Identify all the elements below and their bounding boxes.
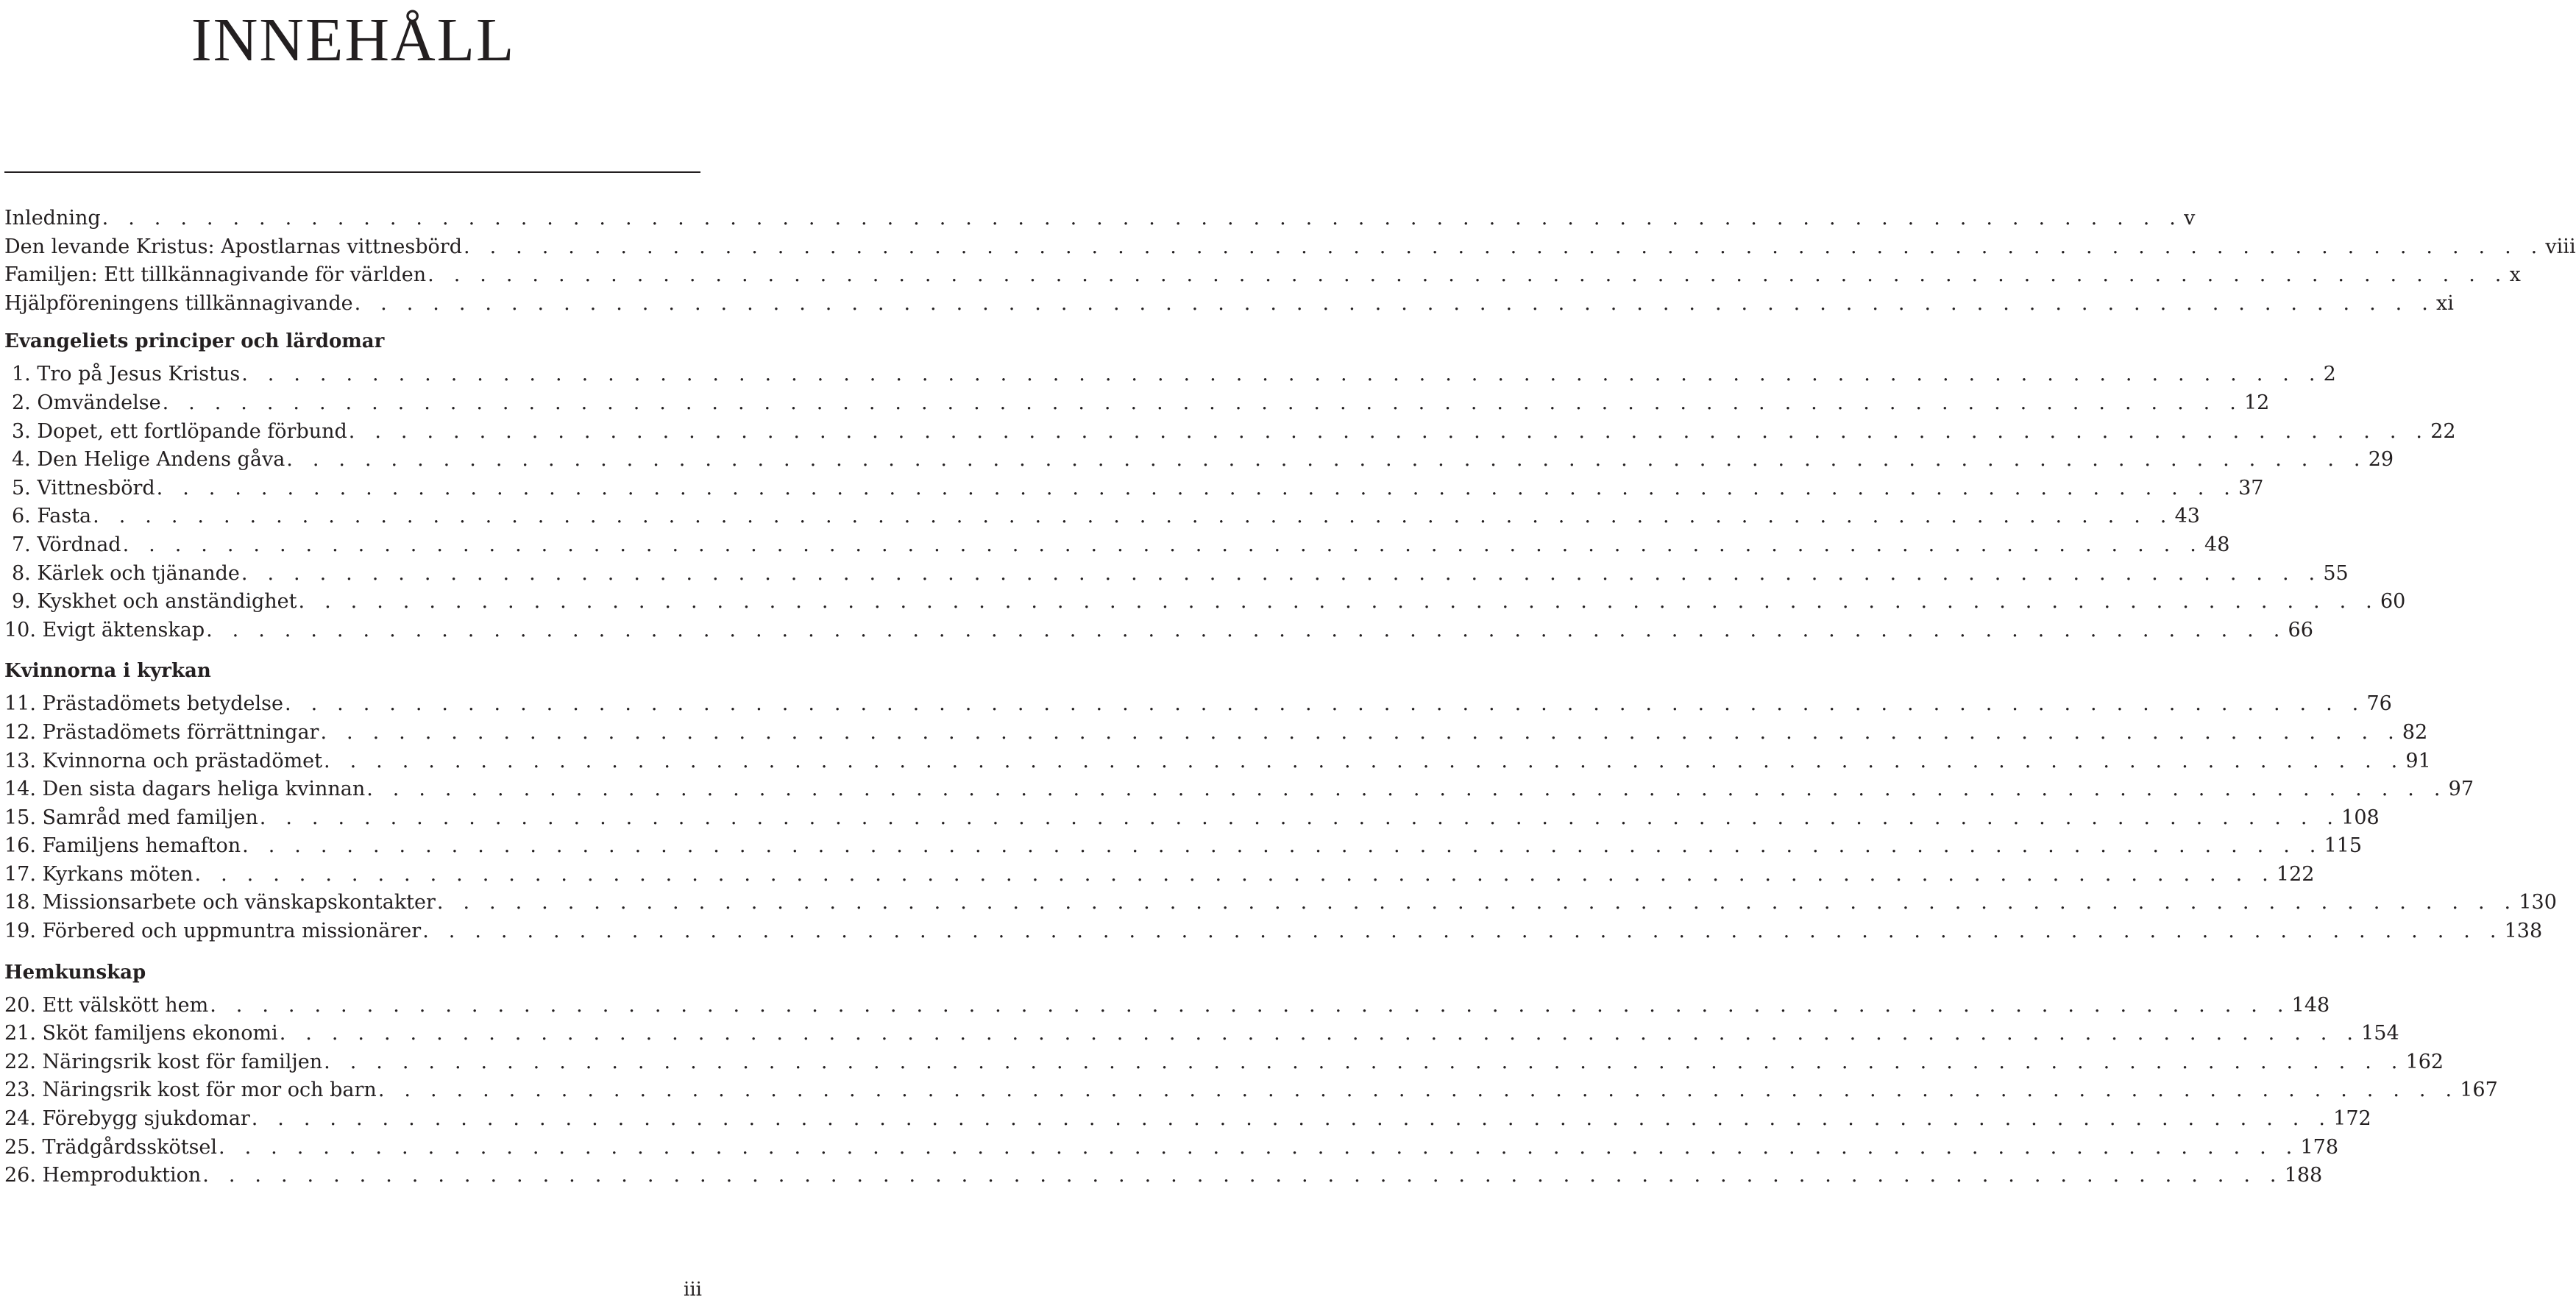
page-number: iii [684, 1279, 702, 1301]
toc-entry[interactable] [4, 560, 2349, 589]
toc-entry[interactable] [4, 775, 2474, 804]
dot-leader: . . . . . . . . . . . . . . . . . . . . . . . . . . . . . . . . . . . . . . . . . . . . . . . . . . . . . . . . . . . . . . . . . . . . . . . . . . . . . . . . [422, 920, 2503, 943]
toc-entry-label: 13. Kvinnorna och prästadömet [4, 749, 322, 772]
toc-entry[interactable] [4, 889, 2557, 917]
toc-entry-label: 3. Dopet, ett fortlöpande förbund [12, 419, 347, 443]
toc-entry[interactable] [4, 475, 2264, 503]
toc-entry-page: 130 [2519, 891, 2557, 914]
toc-entry[interactable] [4, 360, 2336, 389]
toc-entry-label: 23. Näringsrik kost för mor och barn [4, 1079, 377, 1102]
toc-entry[interactable] [4, 1134, 2339, 1162]
dot-leader: . . . . . . . . . . . . . . . . . . . . . . . . . . . . . . . . . . . . . . . . . . . . . . . . . . . . . . . . . . . . . . . . . . . . . . . . . . . . . . . . [241, 561, 2322, 585]
toc-sections [4, 322, 2557, 1190]
table-of-contents [4, 205, 2576, 1190]
toc-entry-page: viii [2545, 235, 2576, 258]
toc-entry-page: 82 [2402, 720, 2428, 744]
dot-leader: . . . . . . . . . . . . . . . . . . . . . . . . . . . . . . . . . . . . . . . . . . . . . . . . . . . . . . . . . . . . . . . . . . . . . . . . . . . . . . . . [259, 806, 2341, 829]
dot-leader: . . . . . . . . . . . . . . . . . . . . . . . . . . . . . . . . . . . . . . . . . . . . . . . . . . . . . . . . . . . . . . . . . . . . . . . . . . . . . . . . [241, 363, 2322, 386]
dot-leader: . . . . . . . . . . . . . . . . . . . . . . . . . . . . . . . . . . . . . . . . . . . . . . . . . . . . . . . . . . . . . . . . . . . . . . . . . . . . . . . . [427, 263, 2508, 287]
dot-leader: . . . . . . . . . . . . . . . . . . . . . . . . . . . . . . . . . . . . . . . . . . . . . . . . . . . . . . . . . . . . . . . . . . . . . . . . . . . . . . . . [324, 749, 2405, 772]
toc-entry-page: 60 [2380, 590, 2406, 614]
dot-leader: . . . . . . . . . . . . . . . . . . . . . . . . . . . . . . . . . . . . . . . . . . . . . . . . . . . . . . . . . . . . . . . . . . . . . . . . . . . . . . . . [366, 778, 2447, 801]
dot-leader: . . . . . . . . . . . . . . . . . . . . . . . . . . . . . . . . . . . . . . . . . . . . . . . . . . . . . . . . . . . . . . . . . . . . . . . . . . . . . . . . [162, 391, 2243, 414]
toc-entry-page: xi [2436, 291, 2454, 315]
dot-leader: . . . . . . . . . . . . . . . . . . . . . . . . . . . . . . . . . . . . . . . . . . . . . . . . . . . . . . . . . . . . . . . . . . . . . . . . . . . . . . . . [285, 692, 2366, 716]
toc-entry-label: 18. Missionsarbete och vänskapskontakter [4, 891, 436, 914]
front-matter-list [4, 205, 2576, 318]
section-heading: Hemkunskap [4, 961, 146, 984]
toc-entry-label: 19. Förbered och uppmuntra missionärer [4, 920, 422, 943]
toc-entry-label: Den levande Kristus: Apostlarnas vittnesbörd [4, 235, 462, 258]
toc-entry-page: 108 [2341, 806, 2380, 829]
dot-leader: . . . . . . . . . . . . . . . . . . . . . . . . . . . . . . . . . . . . . . . . . . . . . . . . . . . . . . . . . . . . . . . . . . . . . . . . . . . . . . . . [354, 291, 2435, 315]
toc-entry[interactable] [4, 389, 2270, 418]
toc-entry-page: 43 [2174, 505, 2200, 528]
toc-entry[interactable] [4, 1105, 2371, 1134]
section-heading: Kvinnorna i kyrkan [4, 660, 211, 683]
dot-leader: . . . . . . . . . . . . . . . . . . . . . . . . . . . . . . . . . . . . . . . . . . . . . . . . . . . . . . . . . . . . . . . . . . . . . . . . . . . . . . . . [219, 1135, 2299, 1159]
dot-leader: . . . . . . . . . . . . . . . . . . . . . . . . . . . . . . . . . . . . . . . . . . . . . . . . . . . . . . . . . . . . . . . . . . . . . . . . . . . . . . . . [464, 235, 2544, 258]
toc-entry-label: 14. Den sista dagars heliga kvinnan [4, 778, 366, 801]
toc-entry-label: 22. Näringsrik kost för familjen [4, 1050, 323, 1073]
toc-entry[interactable] [4, 804, 2380, 833]
dot-leader: . . . . . . . . . . . . . . . . . . . . . . . . . . . . . . . . . . . . . . . . . . . . . . . . . . . . . . . . . . . . . . . . . . . . . . . . . . . . . . . . [122, 533, 2204, 556]
toc-entry[interactable] [4, 1162, 2323, 1190]
toc-entry-label: 24. Förebygg sjukdomar [4, 1107, 250, 1131]
toc-entry[interactable] [4, 290, 2454, 319]
toc-entry[interactable] [4, 690, 2392, 719]
toc-entry-label: 9. Kyskhet och anständighet [12, 590, 297, 614]
title-rule [4, 171, 700, 173]
dot-leader: . . . . . . . . . . . . . . . . . . . . . . . . . . . . . . . . . . . . . . . . . . . . . . . . . . . . . . . . . . . . . . . . . . . . . . . . . . . . . . . . [202, 1164, 2283, 1187]
dot-leader: . . . . . . . . . . . . . . . . . . . . . . . . . . . . . . . . . . . . . . . . . . . . . . . . . . . . . . . . . . . . . . . . . . . . . . . . . . . . . . . . [251, 1107, 2332, 1131]
toc-entry-page: 91 [2405, 749, 2431, 772]
toc-entry-label: 2. Omvändelse [12, 391, 161, 414]
toc-entry-label: 17. Kyrkans möten [4, 862, 194, 886]
toc-entry-page: 37 [2238, 476, 2264, 500]
toc-entry-label: 20. Ett välskött hem [4, 993, 209, 1017]
dot-leader: . . . . . . . . . . . . . . . . . . . . . . . . . . . . . . . . . . . . . . . . . . . . . . . . . . . . . . . . . . . . . . . . . . . . . . . . . . . . . . . . [286, 448, 2367, 472]
toc-entry[interactable] [4, 861, 2315, 889]
toc-entry[interactable] [4, 261, 2521, 290]
toc-entry-page: 138 [2504, 920, 2543, 943]
toc-entry-page: 48 [2204, 533, 2230, 556]
toc-entry[interactable] [4, 502, 2200, 531]
toc-entry-page: 12 [2243, 391, 2270, 414]
dot-leader: . . . . . . . . . . . . . . . . . . . . . . . . . . . . . . . . . . . . . . . . . . . . . . . . . . . . . . . . . . . . . . . . . . . . . . . . . . . . . . . . [279, 1022, 2360, 1045]
toc-entry-label: 10. Evigt äktenskap [4, 618, 205, 642]
toc-entry-label: 6. Fasta [12, 505, 92, 528]
toc-entry[interactable] [4, 233, 2576, 262]
dot-leader: . . . . . . . . . . . . . . . . . . . . . . . . . . . . . . . . . . . . . . . . . . . . . . . . . . . . . . . . . . . . . . . . . . . . . . . . . . . . . . . . [210, 993, 2291, 1017]
toc-entry-page: 76 [2366, 692, 2392, 716]
toc-entry[interactable] [4, 832, 2363, 861]
toc-entry-label: 15. Samråd med familjen [4, 806, 258, 829]
dot-leader: . . . . . . . . . . . . . . . . . . . . . . . . . . . . . . . . . . . . . . . . . . . . . . . . . . . . . . . . . . . . . . . . . . . . . . . . . . . . . . . . [242, 834, 2323, 858]
toc-entry-page: 29 [2368, 448, 2394, 472]
toc-entry-page: v [2184, 207, 2196, 230]
toc-entry[interactable] [4, 719, 2428, 747]
dot-leader: . . . . . . . . . . . . . . . . . . . . . . . . . . . . . . . . . . . . . . . . . . . . . . . . . . . . . . . . . . . . . . . . . . . . . . . . . . . . . . . . [206, 618, 2287, 642]
toc-entry[interactable] [4, 617, 2313, 645]
toc-entry[interactable] [4, 1020, 2399, 1048]
toc-entry[interactable] [4, 1076, 2498, 1105]
toc-entry-label: 12. Prästadömets förrättningar [4, 720, 319, 744]
dot-leader: . . . . . . . . . . . . . . . . . . . . . . . . . . . . . . . . . . . . . . . . . . . . . . . . . . . . . . . . . . . . . . . . . . . . . . . . . . . . . . . . [93, 505, 2174, 528]
toc-entry-page: 122 [2276, 862, 2315, 886]
toc-entry-page: 167 [2460, 1079, 2498, 1102]
dot-leader: . . . . . . . . . . . . . . . . . . . . . . . . . . . . . . . . . . . . . . . . . . . . . . . . . . . . . . . . . . . . . . . . . . . . . . . . . . . . . . . . [348, 419, 2430, 443]
toc-entry[interactable] [4, 418, 2456, 447]
toc-entry-label: 21. Sköt familjens ekonomi [4, 1022, 278, 1045]
toc-entry-page: 55 [2323, 561, 2349, 585]
dot-leader: . . . . . . . . . . . . . . . . . . . . . . . . . . . . . . . . . . . . . . . . . . . . . . . . . . . . . . . . . . . . . . . . . . . . . . . . . . . . . . . . [194, 862, 2275, 886]
toc-entry[interactable] [4, 588, 2406, 617]
toc-entry-label: 16. Familjens hemafton [4, 834, 241, 858]
toc-entry-label: Inledning [4, 207, 101, 230]
toc-entry-page: 188 [2284, 1164, 2323, 1187]
toc-entry-label: 26. Hemproduktion [4, 1164, 202, 1187]
toc-entry[interactable] [4, 992, 2330, 1020]
toc-entry-label: 8. Kärlek och tjänande [12, 561, 240, 585]
toc-entry[interactable] [4, 747, 2431, 776]
toc-entry-label: 11. Prästadömets betydelse [4, 692, 284, 716]
toc-entry-page: x [2509, 263, 2521, 287]
toc-entry-label: Hjälpföreningens tillkännagivande [4, 291, 353, 315]
toc-entry-page: 172 [2333, 1107, 2371, 1131]
dot-leader: . . . . . . . . . . . . . . . . . . . . . . . . . . . . . . . . . . . . . . . . . . . . . . . . . . . . . . . . . . . . . . . . . . . . . . . . . . . . . . . . [102, 207, 2183, 230]
toc-entry-page: 148 [2291, 993, 2330, 1017]
toc-entry-page: 2 [2323, 363, 2336, 386]
toc-entry-page: 22 [2430, 419, 2456, 443]
toc-entry-page: 178 [2300, 1135, 2339, 1159]
toc-entry-label: 1. Tro på Jesus Kristus [12, 363, 241, 386]
toc-entry[interactable] [4, 446, 2394, 475]
toc-entry[interactable] [4, 205, 2196, 233]
dot-leader: . . . . . . . . . . . . . . . . . . . . . . . . . . . . . . . . . . . . . . . . . . . . . . . . . . . . . . . . . . . . . . . . . . . . . . . . . . . . . . . . [324, 1050, 2405, 1073]
dot-leader: . . . . . . . . . . . . . . . . . . . . . . . . . . . . . . . . . . . . . . . . . . . . . . . . . . . . . . . . . . . . . . . . . . . . . . . . . . . . . . . . [436, 891, 2518, 914]
toc-entry-label: 5. Vittnesbörd [12, 476, 155, 500]
toc-entry-page: 66 [2288, 618, 2313, 642]
dot-leader: . . . . . . . . . . . . . . . . . . . . . . . . . . . . . . . . . . . . . . . . . . . . . . . . . . . . . . . . . . . . . . . . . . . . . . . . . . . . . . . . [156, 476, 2238, 500]
toc-entry[interactable] [4, 917, 2543, 946]
dot-leader: . . . . . . . . . . . . . . . . . . . . . . . . . . . . . . . . . . . . . . . . . . . . . . . . . . . . . . . . . . . . . . . . . . . . . . . . . . . . . . . . [320, 720, 2401, 744]
dot-leader: . . . . . . . . . . . . . . . . . . . . . . . . . . . . . . . . . . . . . . . . . . . . . . . . . . . . . . . . . . . . . . . . . . . . . . . . . . . . . . . . [298, 590, 2379, 614]
toc-entry-page: 162 [2405, 1050, 2444, 1073]
page-title: INNEHÅLL [191, 6, 516, 74]
dot-leader: . . . . . . . . . . . . . . . . . . . . . . . . . . . . . . . . . . . . . . . . . . . . . . . . . . . . . . . . . . . . . . . . . . . . . . . . . . . . . . . . [377, 1079, 2459, 1102]
toc-entry-page: 115 [2324, 834, 2363, 858]
toc-entry[interactable] [4, 531, 2230, 560]
toc-entry-page: 154 [2361, 1022, 2399, 1045]
toc-entry[interactable] [4, 1048, 2444, 1077]
toc-entry-label: 25. Trädgårdsskötsel [4, 1135, 218, 1159]
toc-entry-label: 4. Den Helige Andens gåva [12, 448, 285, 472]
toc-entry-label: 7. Vördnad [12, 533, 121, 556]
section-heading: Evangeliets principer och lärdomar [4, 330, 385, 353]
toc-entry-page: 97 [2448, 778, 2474, 801]
toc-entry-label: Familjen: Ett tillkännagivande för världen [4, 263, 427, 287]
